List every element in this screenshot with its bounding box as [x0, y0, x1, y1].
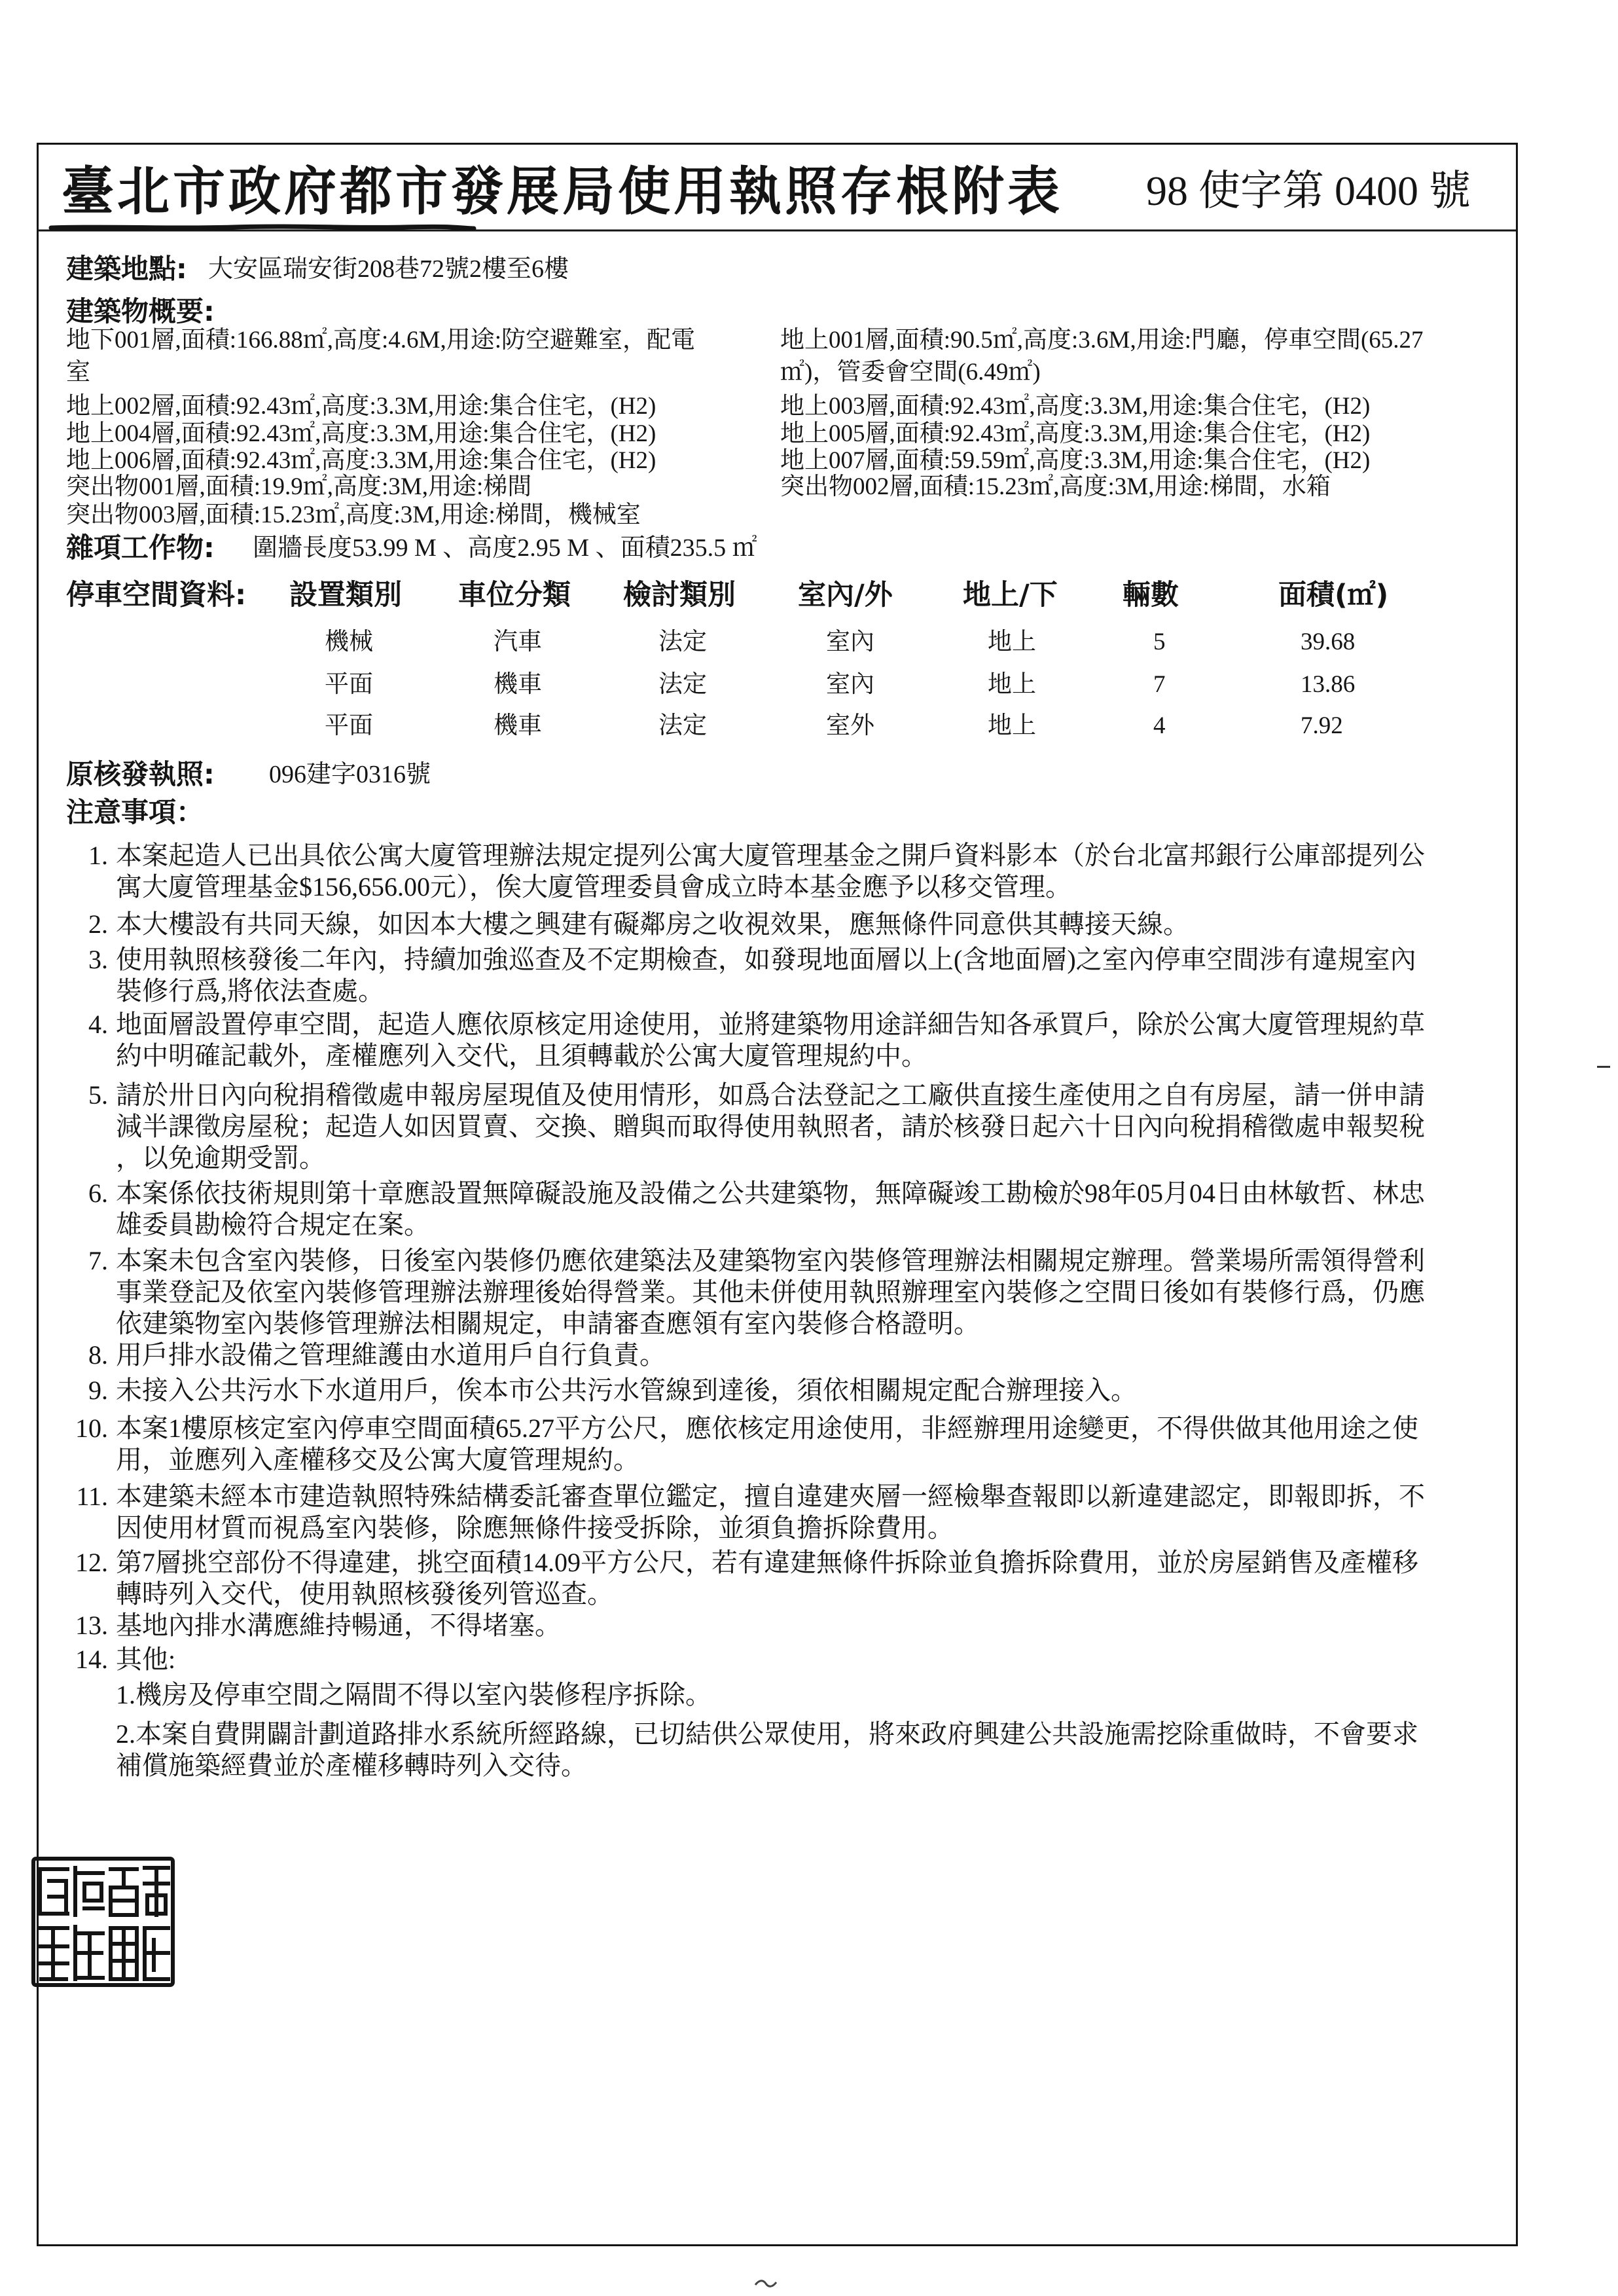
note-number: 9. [88, 1376, 108, 1405]
note-line: 裝修行爲,將依法查處。 [116, 976, 384, 1006]
note-line: 因使用材質而視爲室內裝修，除應無條件接受拆除，並須負擔拆除費用。 [116, 1513, 954, 1542]
parking-cell: 法定 [658, 712, 707, 739]
overview-right-line: 地上001層,面積:90.5㎡,高度:3.6M,用途:門廳，停車空間(65.27 [780, 327, 1424, 354]
note-sub-item [116, 1719, 1418, 1781]
overview-right-line: 地上005層,面積:92.43㎡,高度:3.3M,用途:集合住宅，(H2) [780, 420, 1371, 447]
parking-cell: 39.68 [1301, 629, 1356, 655]
note-item [56, 944, 1416, 1007]
note-line: 未接入公共污水下水道用戶，俟本市公共污水管線到達後，須依相關規定配合辦理接入。 [116, 1376, 1137, 1405]
parking-column-header: 檢討類別 [623, 579, 736, 611]
parking-column-header: 室內/外 [798, 579, 893, 611]
note-line: 本案起造人已出具依公寓大廈管理辦法規定提列公寓大廈管理基金之開戶資料影本（於台北富邦銀行公庫部提列公 [116, 841, 1425, 870]
note-number: 2. [88, 909, 108, 939]
note-item [56, 840, 1425, 903]
parking-cell: 機車 [494, 712, 542, 739]
note-item [56, 1413, 1418, 1476]
note-sub-item [116, 1679, 711, 1711]
parking-cell: 平面 [325, 712, 373, 739]
parking-cell: 室內 [826, 629, 874, 655]
note-line: 雄委員勘檢符合規定在案。 [116, 1210, 430, 1239]
note-line: 地面層設置停車空間，起造人應依原核定用途使用，並將建築物用途詳細告知各承買戶，除於公寓大廈管理規約草 [116, 1010, 1425, 1039]
location-value: 大安區瑞安街208巷72號2樓至6樓 [208, 255, 569, 283]
note-line: 事業登記及依室內裝修管理辦法辦理後始得營業。其他未併使用執照辦理室內裝修之空間日後如有裝修行爲，仍應 [116, 1277, 1425, 1307]
overview-right-line: ㎡)，管委會空間(6.49㎡) [780, 359, 1041, 386]
parking-cell: 機車 [494, 671, 542, 698]
note-number: 13. [75, 1611, 108, 1640]
note-sub-line: 補償施築經費並於產權移轉時列入交待。 [116, 1751, 587, 1780]
note-line: 約中明確記載外，產權應列入交代，且須轉載於公寓大廈管理規約中。 [116, 1041, 927, 1070]
note-line: 用，並應列入產權移交及公寓大廈管理規約。 [116, 1445, 639, 1474]
note-number: 3. [88, 945, 108, 974]
parking-column-header: 設置類別 [289, 579, 402, 611]
note-sub-line: 2.本案自費開闢計劃道路排水系統所經路線，已切結供公眾使用，將來政府興建公共設施需挖除重做時，不會要求 [116, 1719, 1418, 1749]
note-number: 5. [88, 1080, 108, 1110]
note-line: 第7層挑空部份不得違建，挑空面積14.09平方公尺，若有違建無條件拆除並負擔拆除費用，並於房屋銷售及產權移 [116, 1548, 1418, 1577]
note-number: 4. [88, 1010, 108, 1039]
parking-cell: 室外 [826, 712, 874, 739]
parking-cell: 地上 [988, 712, 1036, 739]
parking-cell: 地上 [988, 671, 1036, 698]
note-line: 本案未包含室內裝修，日後室內裝修仍應依建築法及建築物室內裝修管理辦法相關規定辦理。營業場所需領得營利 [116, 1246, 1425, 1275]
parking-cell: 法定 [658, 671, 707, 698]
seal-stamp [29, 1855, 177, 1989]
notes-label: 注意事項： [66, 796, 204, 828]
overview-left-line: 突出物003層,面積:15.23㎡,高度:3M,用途:梯間，機械室 [66, 501, 641, 528]
note-item [56, 1080, 1425, 1174]
note-item [56, 1481, 1425, 1544]
note-item [56, 1009, 1425, 1072]
scan-mark [753, 2277, 779, 2290]
parking-column-header: 輛數 [1123, 579, 1179, 611]
overview-right-line: 地上007層,面積:59.59㎡,高度:3.3M,用途:集合住宅，(H2) [780, 447, 1371, 474]
overview-left-line: 地上002層,面積:92.43㎡,高度:3.3M,用途:集合住宅，(H2) [66, 393, 656, 420]
parking-cell: 4 [1153, 712, 1166, 739]
margin-mark [1597, 1066, 1610, 1068]
note-number: 12. [75, 1548, 108, 1577]
note-number: 1. [88, 841, 108, 870]
parking-cell: 7 [1153, 671, 1166, 698]
parking-column-header: 車位分類 [458, 579, 571, 611]
note-line: 本案係依技術規則第十章應設置無障礙設施及設備之公共建築物，無障礙竣工勘檢於98年05月04日由林敏哲、林忠 [116, 1178, 1425, 1208]
note-number: 10. [75, 1413, 108, 1443]
overview-left-line: 地上004層,面積:92.43㎡,高度:3.3M,用途:集合住宅，(H2) [66, 420, 656, 447]
note-item [56, 1610, 561, 1641]
note-line: 使用執照核發後二年內，持續加強巡查及不定期檢查，如發現地面層以上(含地面層)之室內停車空間涉有違規室內 [116, 945, 1416, 974]
note-line: ，以免逾期受罰。 [116, 1143, 325, 1173]
parking-column-header: 面積(㎡) [1278, 579, 1389, 611]
overview-left-line: 室 [66, 359, 90, 386]
note-line: 轉時列入交代，使用執照核發後列管巡查。 [116, 1579, 613, 1609]
note-line: 減半課徵房屋稅；起造人如因買賣、交換、贈與而取得使用執照者，請於核發日起六十日內向稅捐稽徵處申報契稅 [116, 1112, 1425, 1141]
title-underline [37, 220, 1518, 240]
note-line: 本建築未經本市建造執照特殊結構委託審查單位鑑定，擅自違建夾層一經檢舉查報即以新違建認定，即報即拆，不 [116, 1482, 1425, 1511]
note-sub-line: 1.機房及停車空間之隔間不得以室內裝修程序拆除。 [116, 1680, 711, 1709]
permit-number: 98 使字第 0400 號 [1146, 168, 1471, 214]
location-label: 建築地點: [66, 253, 187, 285]
overview-label: 建築物概要: [66, 295, 215, 327]
parking-cell: 汽車 [494, 629, 542, 655]
note-line: 用戶排水設備之管理維護由水道用戶自行負責。 [116, 1340, 666, 1370]
overview-right-line: 突出物002層,面積:15.23㎡,高度:3M,用途:梯間，水箱 [780, 473, 1331, 500]
note-number: 14. [75, 1645, 108, 1674]
parking-column-header: 地上/下 [963, 579, 1058, 611]
note-item [56, 1375, 1137, 1406]
note-line: 其他: [116, 1645, 176, 1674]
note-number: 11. [76, 1482, 108, 1511]
parking-cell: 13.86 [1301, 671, 1356, 698]
original-permit-value: 096建字0316號 [269, 761, 431, 788]
note-number: 8. [88, 1340, 108, 1370]
note-line: 依建築物室內裝修管理辦法相關規定，申請審查應領有室內裝修合格證明。 [116, 1309, 980, 1338]
note-item [56, 1245, 1425, 1339]
parking-cell: 室內 [826, 671, 874, 698]
overview-left-line: 地上006層,面積:92.43㎡,高度:3.3M,用途:集合住宅，(H2) [66, 447, 656, 474]
original-permit-label: 原核發執照: [66, 758, 215, 790]
note-line: 本案1樓原核定室內停車空間面積65.27平方公尺，應依核定用途使用，非經辦理用途變更，不得供做其他用途之使 [116, 1413, 1418, 1443]
note-item [56, 1547, 1418, 1610]
note-item [56, 909, 1189, 940]
parking-cell: 機械 [325, 629, 373, 655]
note-line: 寓大廈管理基金$156,656.00元），俟大廈管理委員會成立時本基金應予以移交管理。 [116, 872, 1071, 902]
note-item [56, 1339, 666, 1371]
parking-cell: 平面 [325, 671, 373, 698]
overview-left-line: 突出物001層,面積:19.9㎡,高度:3M,用途:梯間 [66, 473, 532, 500]
parking-cell: 法定 [658, 629, 707, 655]
parking-cell: 地上 [988, 629, 1036, 655]
document-title: 臺北市政府都市發展局使用執照存根附表 [62, 160, 1063, 222]
note-line: 本大樓設有共同天線，如因本大樓之興建有礙鄰房之收視效果，應無條件同意供其轉接天線。 [116, 909, 1189, 939]
overview-right-line: 地上003層,面積:92.43㎡,高度:3.3M,用途:集合住宅，(H2) [780, 393, 1371, 420]
parking-cell: 7.92 [1301, 712, 1343, 739]
parking-cell: 5 [1153, 629, 1166, 655]
parking-label: 停車空間資料: [66, 579, 247, 611]
note-number: 7. [88, 1246, 108, 1275]
overview-left-line: 地下001層,面積:166.88㎡,高度:4.6M,用途:防空避難室，配電 [66, 327, 695, 354]
note-item [56, 1178, 1425, 1241]
note-number: 6. [88, 1178, 108, 1208]
note-line: 基地內排水溝應維持暢通，不得堵塞。 [116, 1611, 561, 1640]
misc-works-value: 圍牆長度53.99 M 、高度2.95 M 、面積235.5 ㎡ [253, 534, 757, 562]
note-line: 請於卅日內向稅捐稽徵處申報房屋現值及使用情形，如爲合法登記之工廠供直接生產使用之自有房屋，請一併申請 [116, 1080, 1425, 1110]
note-item [56, 1644, 175, 1675]
misc-works-label: 雜項工作物: [66, 532, 215, 564]
